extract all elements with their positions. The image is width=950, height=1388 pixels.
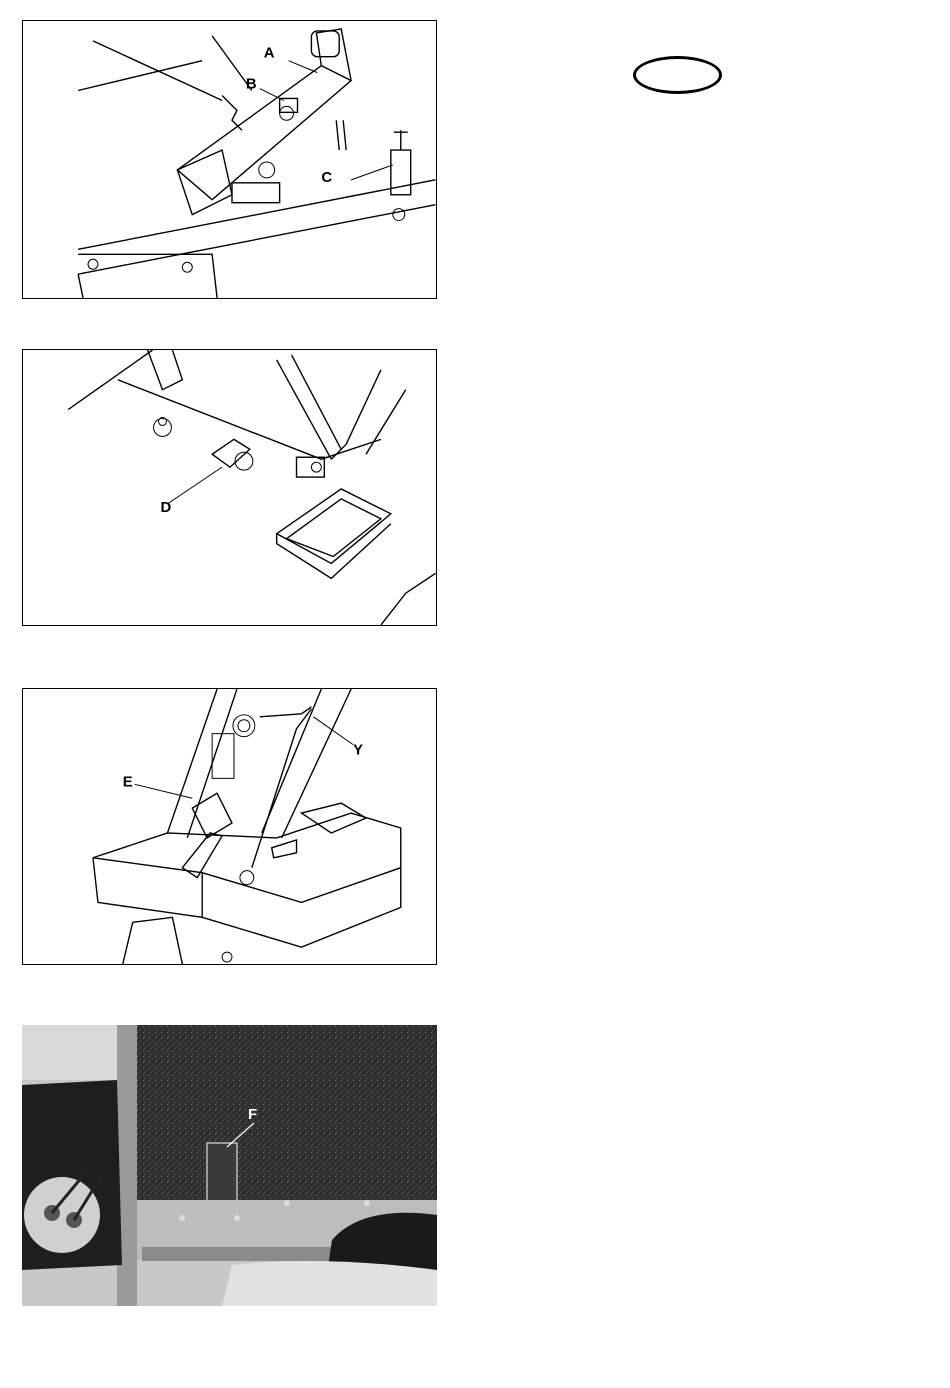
callout-C: C xyxy=(321,169,333,186)
figure-4-photo xyxy=(22,1025,437,1306)
figure-1-drawing xyxy=(23,21,436,298)
figure-3-drawing xyxy=(23,689,436,964)
figure-2 xyxy=(22,349,437,626)
language-badge xyxy=(633,56,722,94)
callout-F: F xyxy=(248,1106,258,1123)
callout-B: B xyxy=(245,76,257,93)
callout-E: E xyxy=(122,774,133,791)
figure-3 xyxy=(22,688,437,965)
figure-1 xyxy=(22,20,437,299)
figure-2-drawing xyxy=(23,350,436,625)
figure-4 xyxy=(22,1025,437,1306)
callout-D: D xyxy=(160,499,172,516)
callout-Y: Y xyxy=(353,742,364,759)
callout-A: A xyxy=(263,45,275,62)
